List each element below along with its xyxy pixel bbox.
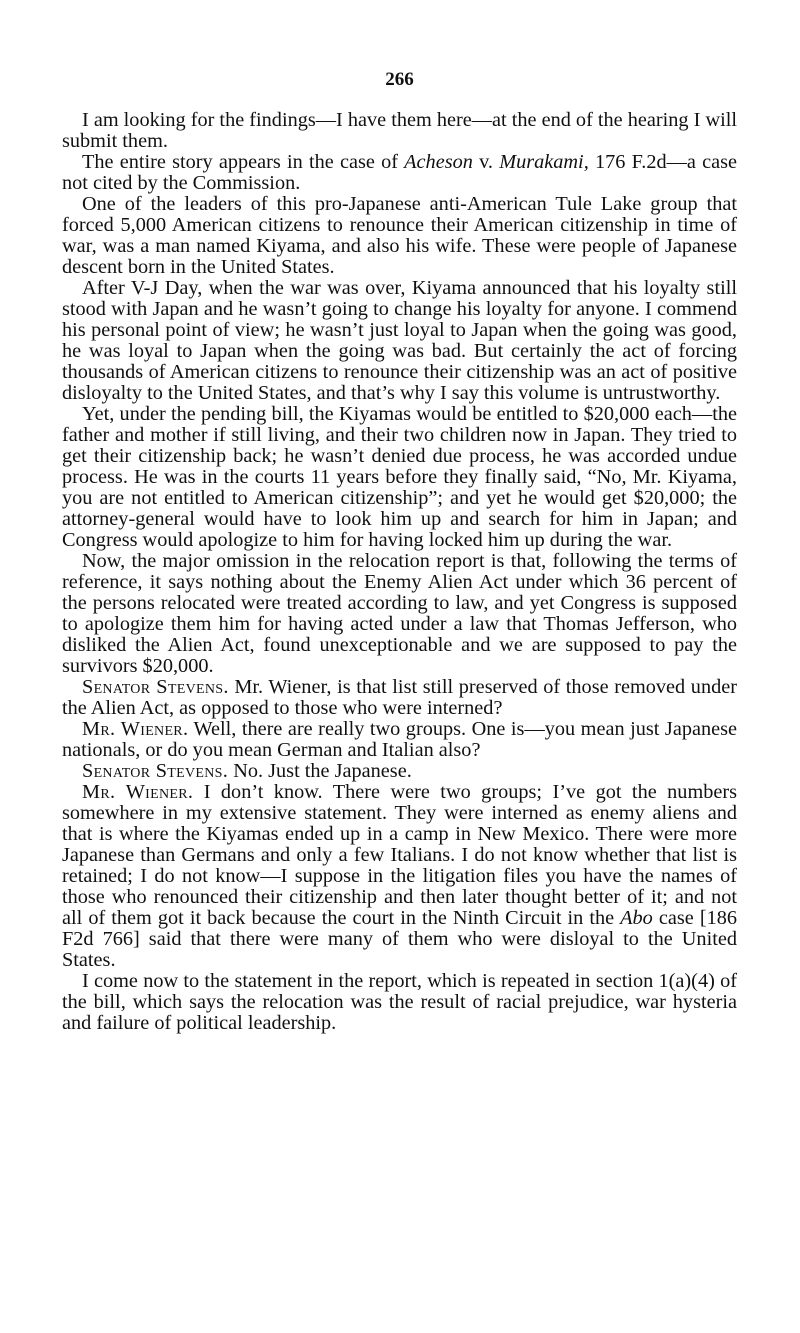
paragraph-text: case [186 F2d 766] said that there were many of them who were disloyal to the United States. [62, 907, 737, 971]
paragraph [62, 110, 737, 152]
paragraph [62, 404, 737, 551]
paragraph [62, 761, 737, 782]
page-number: 266 [385, 69, 414, 90]
paragraph-text: Well, there are really two groups. One is—you mean just Japanese nationals, or do you mean German and Italian also? [62, 718, 737, 761]
case-name: Abo [620, 907, 653, 929]
paragraph-text: 176 F.2d—a case not cited by the Commission. [62, 151, 737, 194]
speaker-name: Senator Stevens. [82, 760, 229, 782]
paragraph-text: One of the leaders of this pro-Japanese anti-American Tule Lake group that forced 5,000 American citizens to renounce their American citizenship in time of war, was a man named Kiyama, and also his wife. These were people of Japanese descent born in the United States. [62, 193, 737, 278]
paragraph-text: I come now to the statement in the report, which is repeated in section 1(a)(4) of the bill, which says the relocation was the result of racial prejudice, war hysteria and failure of political leadership. [62, 970, 737, 1034]
paragraph-text: I am looking for the findings—I have them here—at the end of the hearing I will submit them. [62, 109, 738, 152]
paragraph-text: No. Just the Japanese. [228, 760, 412, 782]
paragraph-text: v. [472, 151, 500, 173]
paragraph-text: Now, the major omission in the relocation report is that, following the terms of reference, it says nothing about the Enemy Alien Act under which 36 percent of the persons relocated were treated according to law, and yet Congress is supposed to apologize them him for having acted under a law that Thomas Jefferson, who disliked the Alien Act, found unexceptionable and we are supposed to pay the survivors $20,000. [62, 550, 737, 677]
paragraph [62, 194, 737, 278]
paragraph-text: I don’t know. There were two groups; I’ve got the numbers somewhere in my extensive statement. They were interned as enemy aliens and that is where the Kiyamas ended up in a camp in New Mexico. There were more Japanese than Germans and only a few Italians. I do not know whether that list is retained; I do not know—I suppose in the litigation files you have the names of those who renounced their citizenship and then later thought better of it; and not all of them got it back because the court in the Ninth Circuit in the [62, 781, 738, 929]
paragraph [62, 551, 737, 677]
paragraph [62, 971, 737, 1034]
paragraph-text: The entire story appears in the case of [82, 151, 405, 173]
paragraph [62, 152, 737, 194]
case-name: Murakami, [499, 151, 589, 173]
document-page [62, 68, 737, 1034]
paragraph-text: Yet, under the pending bill, the Kiyamas would be entitled to $20,000 each—the father and mother if still living, and their two children now in Japan. They tried to get their citizenship back; he wasn’t denied due process, he was accorded undue process. He was in the courts 11 years before they finally said, “No, Mr. Kiyama, you are not entitled to American citizenship”; and yet he would get $20,000; the attorney-general would have to look him up and search for him in Japan; and Congress would apologize to him for having locked him up during the war. [62, 403, 737, 551]
speaker-name: Senator Stevens. [82, 676, 229, 698]
speaker-name: Mr. Wiener. [82, 718, 189, 740]
paragraph [62, 782, 737, 971]
paragraph-text: After V-J Day, when the war was over, Kiyama announced that his loyalty still stood with Japan and he wasn’t going to change his loyalty for anyone. I commend his personal point of view; he wasn’t just loyal to Japan when the going was good, he was loyal to Japan when the going was bad. But certainly the act of forcing thousands of American citizens to renounce their citizenship was an act of positive disloyalty to the United States, and that’s why I say this volume is untrustworthy. [62, 277, 737, 404]
paragraph [62, 677, 737, 719]
speaker-name: Mr. Wiener. [82, 781, 194, 803]
paragraph [62, 278, 737, 404]
paragraph-text: Mr. Wiener, is that list still preserved of those removed under the Alien Act, as opposed to those who were interned? [62, 676, 737, 719]
paragraph [62, 719, 737, 761]
case-name: Acheson [404, 151, 473, 173]
